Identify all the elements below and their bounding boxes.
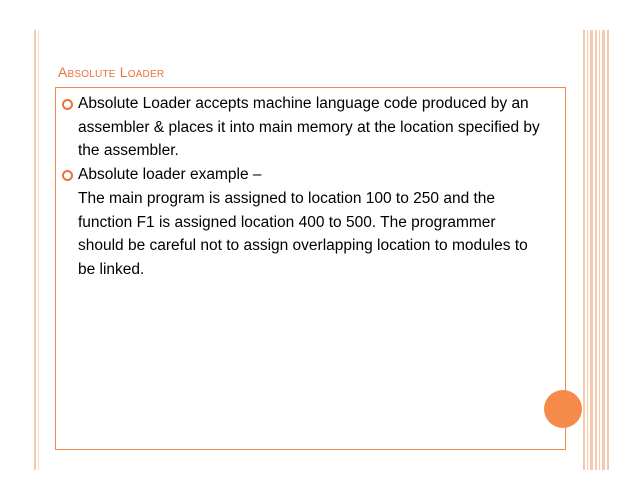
bullet-text: Absolute loader example – bbox=[78, 165, 262, 183]
example-paragraph: The main program is assigned to location 100 to 250 and the function F1 is assigned location 400 to 500. The programmer should be careful not to assign overlapping location to modules to be linked. bbox=[78, 190, 528, 278]
bullet-item bbox=[62, 163, 542, 187]
title-underline bbox=[55, 87, 566, 88]
decorative-orange-circle bbox=[544, 390, 582, 428]
bullet-item bbox=[62, 92, 542, 163]
left-decorative-stripe-thin bbox=[38, 30, 39, 470]
right-decorative-stripes bbox=[583, 30, 609, 470]
hollow-circle-bullet-icon bbox=[62, 99, 73, 110]
left-decorative-stripe bbox=[34, 30, 36, 470]
slide-body bbox=[62, 92, 542, 281]
hollow-circle-bullet-icon bbox=[62, 170, 73, 181]
slide-title: Absolute Loader bbox=[58, 64, 165, 80]
bullet-text: Absolute Loader accepts machine language code produced by an assembler & places it into main memory at the location specified by the assembler. bbox=[78, 95, 540, 159]
